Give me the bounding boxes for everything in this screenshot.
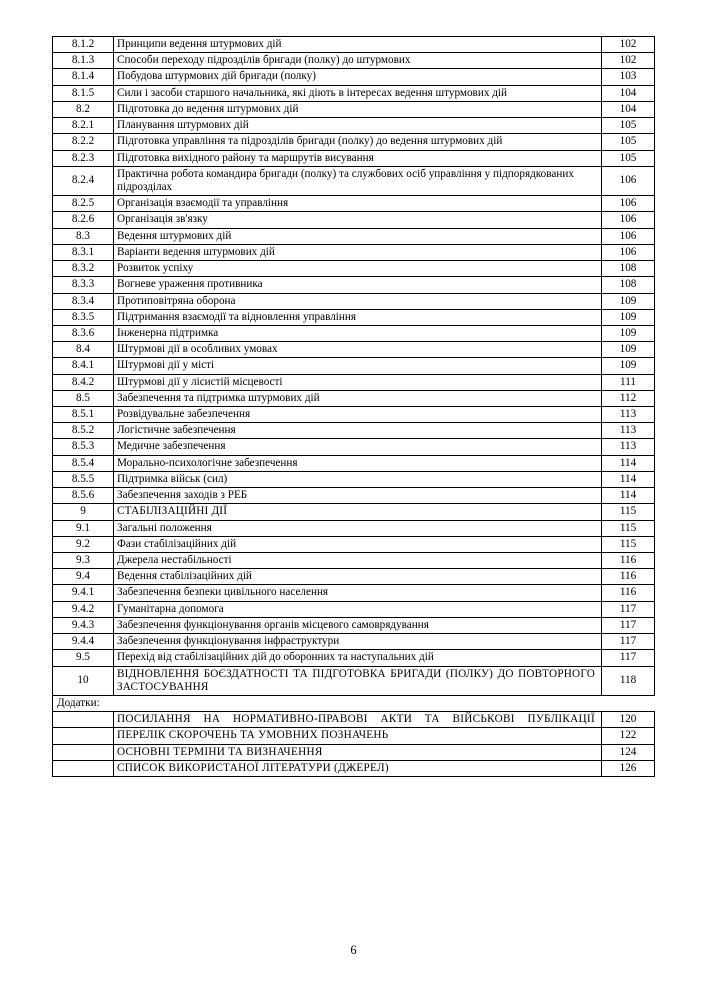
- annex-number-cell: [53, 712, 114, 728]
- toc-section-number: 9.3: [53, 553, 114, 569]
- table-row: [53, 585, 655, 601]
- toc-section-number: 9: [53, 504, 114, 520]
- toc-section-number: 8.2.1: [53, 118, 114, 134]
- toc-section-number: 8.1.2: [53, 37, 114, 53]
- toc-entry-title: Практична робота командира бригади (полку) та службових осіб управління у підпорядкованих підрозділах: [114, 166, 602, 195]
- annex-label-page-spacer: [602, 695, 655, 711]
- toc-entry-title: Морально-психологічне забезпечення: [114, 455, 602, 471]
- toc-section-number: 8.5.4: [53, 455, 114, 471]
- toc-section-number: 8.4: [53, 342, 114, 358]
- toc-section-number: 8.4.2: [53, 374, 114, 390]
- toc-entry-page: 117: [602, 601, 655, 617]
- toc-section-number: 8.2.3: [53, 150, 114, 166]
- toc-section-number: 9.4.4: [53, 634, 114, 650]
- toc-entry-title: Ведення штурмових дій: [114, 228, 602, 244]
- toc-section-number: 8.1.4: [53, 69, 114, 85]
- toc-entry-page: 117: [602, 617, 655, 633]
- toc-section-number: 10: [53, 666, 114, 695]
- annex-number-cell: [53, 760, 114, 776]
- toc-entry-title: Підтримання взаємодії та відновлення управління: [114, 309, 602, 325]
- toc-entry-page: 118: [602, 666, 655, 695]
- toc-entry-title: Способи переходу підрозділів бригади (полку) до штурмових: [114, 53, 602, 69]
- table-row: [53, 85, 655, 101]
- toc-entry-page: 114: [602, 488, 655, 504]
- toc-section-number: 9.1: [53, 520, 114, 536]
- toc-section-number: 8.3.2: [53, 261, 114, 277]
- toc-entry-title: Штурмові дії у лісистій місцевості: [114, 374, 602, 390]
- table-row: [53, 455, 655, 471]
- toc-entry-title: Підготовка управління та підрозділів бригади (полку) до ведення штурмових дій: [114, 134, 602, 150]
- toc-entry-page: 103: [602, 69, 655, 85]
- table-row: [53, 601, 655, 617]
- annex-entry-page: 124: [602, 744, 655, 760]
- toc-entry-page: 111: [602, 374, 655, 390]
- toc-entry-page: 115: [602, 536, 655, 552]
- toc-section-number: 8.5.5: [53, 471, 114, 487]
- table-row: [53, 212, 655, 228]
- table-row: [53, 358, 655, 374]
- annex-row: [53, 728, 655, 744]
- toc-entry-page: 106: [602, 228, 655, 244]
- toc-entry-title: Підготовка до ведення штурмових дій: [114, 101, 602, 117]
- toc-entry-title: Сили і засоби старшого начальника, які діють в інтересах ведення штурмових дій: [114, 85, 602, 101]
- toc-section-number: 9.4: [53, 569, 114, 585]
- table-row: [53, 471, 655, 487]
- table-row: [53, 553, 655, 569]
- toc-section-number: 9.2: [53, 536, 114, 552]
- toc-section-number: 8.5: [53, 390, 114, 406]
- toc-entry-title: Розвиток успіху: [114, 261, 602, 277]
- annex-number-cell: [53, 744, 114, 760]
- table-row: [53, 293, 655, 309]
- toc-section-number: 8.3.6: [53, 325, 114, 341]
- toc-entry-page: 106: [602, 212, 655, 228]
- table-row: [53, 134, 655, 150]
- toc-entry-title: Варіанти ведення штурмових дій: [114, 244, 602, 260]
- annex-label: Додатки:: [53, 695, 114, 711]
- toc-entry-page: 106: [602, 244, 655, 260]
- table-row: [53, 150, 655, 166]
- toc-section-number: 8.3: [53, 228, 114, 244]
- annex-entry-title: ПОСИЛАННЯ НА НОРМАТИВНО-ПРАВОВІ АКТИ ТА ВІЙСЬКОВІ ПУБЛІКАЦІЇ: [114, 712, 602, 728]
- annex-row: [53, 744, 655, 760]
- toc-section-number: 8.2.2: [53, 134, 114, 150]
- toc-entry-page: 105: [602, 118, 655, 134]
- table-row: [53, 569, 655, 585]
- table-row: [53, 666, 655, 695]
- toc-section-number: 8.5.1: [53, 407, 114, 423]
- toc-entry-title: Ведення стабілізаційних дій: [114, 569, 602, 585]
- toc-entry-page: 109: [602, 358, 655, 374]
- table-row: [53, 244, 655, 260]
- table-row: [53, 504, 655, 520]
- toc-entry-title: Перехід від стабілізаційних дій до оборонних та наступальних дій: [114, 650, 602, 666]
- table-row: [53, 536, 655, 552]
- toc-section-number: 8.2.6: [53, 212, 114, 228]
- table-row: [53, 439, 655, 455]
- toc-section-number: 8.2.5: [53, 196, 114, 212]
- toc-section-number: 8.3.4: [53, 293, 114, 309]
- table-row: [53, 101, 655, 117]
- annex-entry-title: СПИСОК ВИКОРИСТАНОЇ ЛІТЕРАТУРИ (ДЖЕРЕЛ): [114, 760, 602, 776]
- toc-entry-page: 108: [602, 277, 655, 293]
- toc-entry-page: 109: [602, 342, 655, 358]
- toc-entry-title: Гуманітарна допомога: [114, 601, 602, 617]
- toc-entry-page: 102: [602, 53, 655, 69]
- toc-entry-title: Підготовка вихідного району та маршрутів висування: [114, 150, 602, 166]
- toc-entry-page: 115: [602, 504, 655, 520]
- toc-entry-title: Забезпечення та підтримка штурмових дій: [114, 390, 602, 406]
- toc-entry-title: Розвідувальне забезпечення: [114, 407, 602, 423]
- toc-entry-title: Вогневе ураження противника: [114, 277, 602, 293]
- toc-entry-page: 116: [602, 569, 655, 585]
- table-row: [53, 166, 655, 195]
- toc-entry-title: Штурмові дії в особливих умовах: [114, 342, 602, 358]
- toc-entry-page: 108: [602, 261, 655, 277]
- toc-entry-title: Логістичне забезпечення: [114, 423, 602, 439]
- toc-section-number: 9.4.3: [53, 617, 114, 633]
- toc-section-number: 8.3.5: [53, 309, 114, 325]
- toc-entry-page: 102: [602, 37, 655, 53]
- toc-entry-title: Організація зв'язку: [114, 212, 602, 228]
- table-row: [53, 342, 655, 358]
- table-row: [53, 423, 655, 439]
- toc-entry-page: 117: [602, 650, 655, 666]
- toc-entry-title: ВІДНОВЛЕННЯ БОЄЗДАТНОСТІ ТА ПІДГОТОВКА БРИГАДИ (ПОЛКУ) ДО ПОВТОРНОГО ЗАСТОСУВАННЯ: [114, 666, 602, 695]
- toc-entry-page: 105: [602, 150, 655, 166]
- toc-entry-title: Планування штурмових дій: [114, 118, 602, 134]
- toc-section-number: 8.5.3: [53, 439, 114, 455]
- toc-entry-page: 116: [602, 553, 655, 569]
- annex-entry-page: 126: [602, 760, 655, 776]
- annex-number-cell: [53, 728, 114, 744]
- table-row: [53, 196, 655, 212]
- annex-entry-page: 122: [602, 728, 655, 744]
- annex-row: [53, 760, 655, 776]
- toc-section-number: 8.1.3: [53, 53, 114, 69]
- toc-section-number: 8.2: [53, 101, 114, 117]
- annex-label-spacer: [114, 695, 602, 711]
- annex-entry-page: 120: [602, 712, 655, 728]
- table-row: [53, 488, 655, 504]
- toc-entry-title: Підтримка військ (сил): [114, 471, 602, 487]
- toc-entry-page: 105: [602, 134, 655, 150]
- toc-entry-title: Організація взаємодії та управління: [114, 196, 602, 212]
- annex-entry-title: ОСНОВНІ ТЕРМІНИ ТА ВИЗНАЧЕННЯ: [114, 744, 602, 760]
- table-row: [53, 407, 655, 423]
- toc-entry-title: Штурмові дії у місті: [114, 358, 602, 374]
- table-row: [53, 374, 655, 390]
- table-row: [53, 37, 655, 53]
- toc-entry-title: Джерела нестабільності: [114, 553, 602, 569]
- toc-entry-title: Забезпечення функціонування інфраструктури: [114, 634, 602, 650]
- toc-entry-page: 104: [602, 85, 655, 101]
- toc-section-number: 9.5: [53, 650, 114, 666]
- toc-entry-page: 115: [602, 520, 655, 536]
- toc-entry-title: Побудова штурмових дій бригади (полку): [114, 69, 602, 85]
- toc-entry-page: 113: [602, 407, 655, 423]
- table-row: [53, 325, 655, 341]
- toc-section-number: 8.5.6: [53, 488, 114, 504]
- toc-section-number: 9.4.1: [53, 585, 114, 601]
- table-row: [53, 277, 655, 293]
- toc-body: [53, 37, 655, 777]
- toc-entry-page: 106: [602, 166, 655, 195]
- toc-entry-title: Медичне забезпечення: [114, 439, 602, 455]
- toc-section-number: 9.4.2: [53, 601, 114, 617]
- toc-entry-page: 106: [602, 196, 655, 212]
- toc-entry-page: 109: [602, 309, 655, 325]
- toc-section-number: 8.4.1: [53, 358, 114, 374]
- toc-entry-title: СТАБІЛІЗАЦІЙНІ ДІЇ: [114, 504, 602, 520]
- table-row: [53, 69, 655, 85]
- toc-entry-title: Забезпечення безпеки цивільного населення: [114, 585, 602, 601]
- table-row: [53, 634, 655, 650]
- toc-entry-title: Фази стабілізаційних дій: [114, 536, 602, 552]
- page-number: 6: [350, 943, 357, 957]
- toc-entry-page: 116: [602, 585, 655, 601]
- toc-entry-title: Інженерна підтримка: [114, 325, 602, 341]
- toc-section-number: 8.1.5: [53, 85, 114, 101]
- annex-row: [53, 712, 655, 728]
- toc-section-number: 8.2.4: [53, 166, 114, 195]
- toc-entry-title: Протиповітряна оборона: [114, 293, 602, 309]
- toc-entry-title: Загальні положення: [114, 520, 602, 536]
- table-row: [53, 520, 655, 536]
- toc-entry-title: Забезпечення заходів з РЕБ: [114, 488, 602, 504]
- table-row: [53, 228, 655, 244]
- table-row: [53, 650, 655, 666]
- toc-entry-page: 113: [602, 423, 655, 439]
- table-row: [53, 309, 655, 325]
- toc-entry-page: 109: [602, 293, 655, 309]
- toc-entry-page: 112: [602, 390, 655, 406]
- table-row: [53, 390, 655, 406]
- toc-entry-page: 114: [602, 455, 655, 471]
- table-of-contents: [52, 36, 655, 777]
- toc-entry-title: Забезпечення функціонування органів місцевого самоврядування: [114, 617, 602, 633]
- toc-entry-title: Принципи ведення штурмових дій: [114, 37, 602, 53]
- toc-entry-page: 114: [602, 471, 655, 487]
- annex-label-row: [53, 695, 655, 711]
- toc-section-number: 8.5.2: [53, 423, 114, 439]
- toc-entry-page: 113: [602, 439, 655, 455]
- table-row: [53, 118, 655, 134]
- toc-entry-page: 117: [602, 634, 655, 650]
- toc-section-number: 8.3.3: [53, 277, 114, 293]
- toc-section-number: 8.3.1: [53, 244, 114, 260]
- table-row: [53, 261, 655, 277]
- toc-entry-page: 109: [602, 325, 655, 341]
- annex-entry-title: ПЕРЕЛІК СКОРОЧЕНЬ ТА УМОВНИХ ПОЗНАЧЕНЬ: [114, 728, 602, 744]
- table-row: [53, 617, 655, 633]
- table-row: [53, 53, 655, 69]
- toc-entry-page: 104: [602, 101, 655, 117]
